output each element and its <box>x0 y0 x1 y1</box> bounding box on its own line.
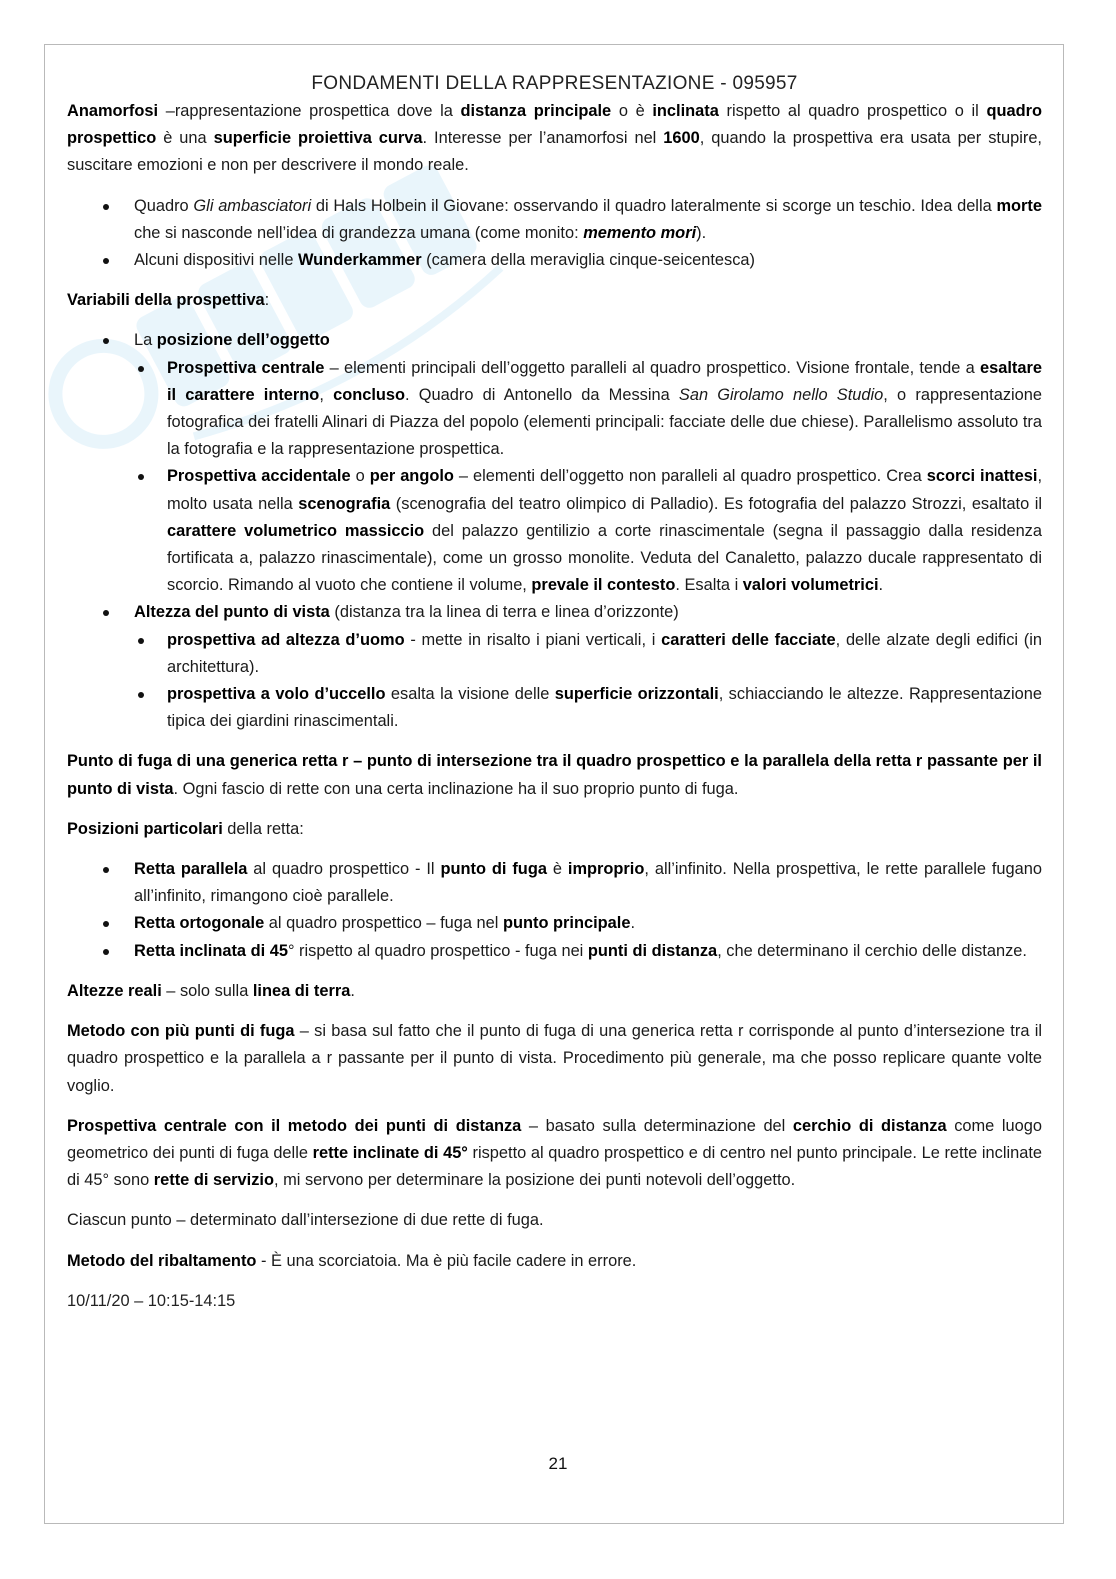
paragraph-ciascun-punto: Ciascun punto – determinato dall’intersezione di due rette di fuga. <box>67 1211 544 1230</box>
list-item: La posizione dell’oggetto Prospettiva centrale – elementi principali dell’oggetto paralleli al quadro prospettico. Visione frontale, tende a esaltare il carattere interno, concluso. Quadro di Antonello da Messina San Girolamo nello Studio, o rappresentazione fotografica dei fratelli Alinari di Piazza del popolo (elementi principali: facciate delle due chiese). Parallelismo assoluto tra la fotografia e la rappresentazione prospettica. Prospettiva accidentale o per angolo – elementi dell’oggetto non paralleli al quadro prospettico. Crea scorci inattesi, molto usata nella scenografia (scenografia del teatro olimpico di Palladio). Es fotografia del palazzo Strozzi, esaltato il carattere volumetrico massiccio del palazzo gentilizio a corte rinascimentale (segna il passaggio dalla residenza fortificata a, palazzo rinascimentale), come un grosso monolite. Veduta del Canaletto, palazzo ducale rappresentato di scorcio. Rimando al vuoto che contiene il volume, prevale il contesto. Esalta i valori volumetrici. <box>67 327 1042 599</box>
lecture-date: 10/11/20 – 10:15-14:15 <box>67 1291 236 1310</box>
paragraph-metodo-punti-fuga: Metodo con più punti di fuga – si basa sul fatto che il punto di fuga di una generica retta r corrisponde al punto d’intersezione tra il quadro prospettico e la parallela a r passante per il punto di vista. Procedimento più generale, ma che posso replicare quante volte voglio. <box>67 1022 1042 1095</box>
bullet-icon <box>103 338 109 344</box>
bullet-icon <box>103 258 109 264</box>
bullet-icon <box>103 610 109 616</box>
bullet-icon <box>138 638 144 644</box>
list-item: Retta parallela al quadro prospettico - Il punto di fuga è improprio, all’infinito. Nella prospettiva, le rette parallele fugano all’infinito, rimangono cioè parallele. <box>67 856 1042 910</box>
anamorfosi-list <box>67 193 1042 275</box>
variabili-list <box>67 327 1042 735</box>
list-item: Prospettiva centrale – elementi principali dell’oggetto paralleli al quadro prospettico. Visione frontale, tende a esaltare il carattere interno, concluso. Quadro di Antonello da Messina San Girolamo nello Studio, o rappresentazione fotografica dei fratelli Alinari di Piazza del popolo (elementi principali: facciate delle due chiese). Parallelismo assoluto tra la fotografia e la rappresentazione prospettica. <box>134 355 1042 464</box>
list-item: Retta inclinata di 45° rispetto al quadro prospettico - fuga nei punti di distanza, che determinano il cerchio delle distanze. <box>67 938 1042 965</box>
bullet-icon <box>103 204 109 210</box>
list-item: Quadro Gli ambasciatori di Hals Holbein il Giovane: osservando il quadro lateralmente si scorge un teschio. Idea della morte che si nasconde nell’idea di grandezza umana (come monito: memento mori). <box>67 193 1042 247</box>
bullet-icon <box>103 867 109 873</box>
posizione-sublist <box>134 355 1042 600</box>
bullet-icon <box>103 921 109 927</box>
page-header: FONDAMENTI DELLA RAPPRESENTAZIONE - 095957 <box>311 73 798 94</box>
paragraph-altezze-reali: Altezze reali – solo sulla linea di terra. <box>67 981 355 1000</box>
list-item: Alcuni dispositivi nelle Wunderkammer (camera della meraviglia cinque-seicentesca) <box>67 247 1042 274</box>
list-item: Prospettiva accidentale o per angolo – elementi dell’oggetto non paralleli al quadro prospettico. Crea scorci inattesi, molto usata nella scenografia (scenografia del teatro olimpico di Palladio). Es fotografia del palazzo Strozzi, esaltato il carattere volumetrico massiccio del palazzo gentilizio a corte rinascimentale (segna il passaggio dalla residenza fortificata a, palazzo rinascimentale), come un grosso monolite. Veduta del Canaletto, palazzo ducale rappresentato di scorcio. Rimando al vuoto che contiene il volume, prevale il contesto. Esalta i valori volumetrici. <box>134 463 1042 599</box>
paragraph-anamorfosi: Anamorfosi –rappresentazione prospettica dove la distanza principale o è inclinata rispetto al quadro prospettico o il quadro prospettico è una superficie proiettiva curva. Interesse per l’anamorfosi nel 1600, quando la prospettiva era usata per stupire, suscitare emozioni e non per descrivere il mondo reale. <box>67 102 1042 175</box>
list-item: prospettiva ad altezza d’uomo - mette in risalto i piani verticali, i caratteri delle facciate, delle alzate degli edifici (in architettura). <box>134 627 1042 681</box>
heading-posizioni: Posizioni particolari della retta: <box>67 819 304 838</box>
paragraph-prospettiva-centrale: Prospettiva centrale con il metodo dei punti di distanza – basato sulla determinazione del cerchio di distanza come luogo geometrico dei punti di fuga delle rette inclinate di 45° rispetto al quadro prospettico e di centro nel punto principale. Le rette inclinate di 45° sono rette di servizio, mi servono per determinare la posizione dei punti notevoli dell’oggetto. <box>67 1116 1043 1190</box>
paragraph-punto-fuga: Punto di fuga di una generica retta r – punto di intersezione tra il quadro prospettico e la parallela della retta r passante per il punto di vista. Ogni fascio di rette con una certa inclinazione ha il suo proprio punto di fuga. <box>67 752 1042 798</box>
bullet-icon <box>138 474 144 480</box>
altezza-sublist <box>134 627 1042 736</box>
list-item: Altezza del punto di vista (distanza tra la linea di terra e linea d’orizzonte) prospettiva ad altezza d’uomo - mette in risalto i piani verticali, i caratteri delle facciate, delle alzate degli edifici (in architettura). prospettiva a volo d’uccello esalta la visione delle superficie orizzontali, schiacciando le altezze. Rappresentazione tipica dei giardini rinascimentali. <box>67 599 1042 735</box>
bullet-icon <box>138 366 144 372</box>
page-number: 21 <box>548 1454 568 1473</box>
list-item: prospettiva a volo d’uccello esalta la visione delle superficie orizzontali, schiacciando le altezze. Rappresentazione tipica dei giardini rinascimentali. <box>134 681 1042 735</box>
bullet-icon <box>138 692 144 698</box>
document-body <box>67 70 1042 1315</box>
paragraph-ribaltamento: Metodo del ribaltamento - È una scorciatoia. Ma è più facile cadere in errore. <box>67 1251 637 1270</box>
posizioni-list <box>67 856 1042 965</box>
list-item: Retta ortogonale al quadro prospettico – fuga nel punto principale. <box>67 910 1042 937</box>
heading-variabili: Variabili della prospettiva: <box>67 291 270 310</box>
bullet-icon <box>103 949 109 955</box>
